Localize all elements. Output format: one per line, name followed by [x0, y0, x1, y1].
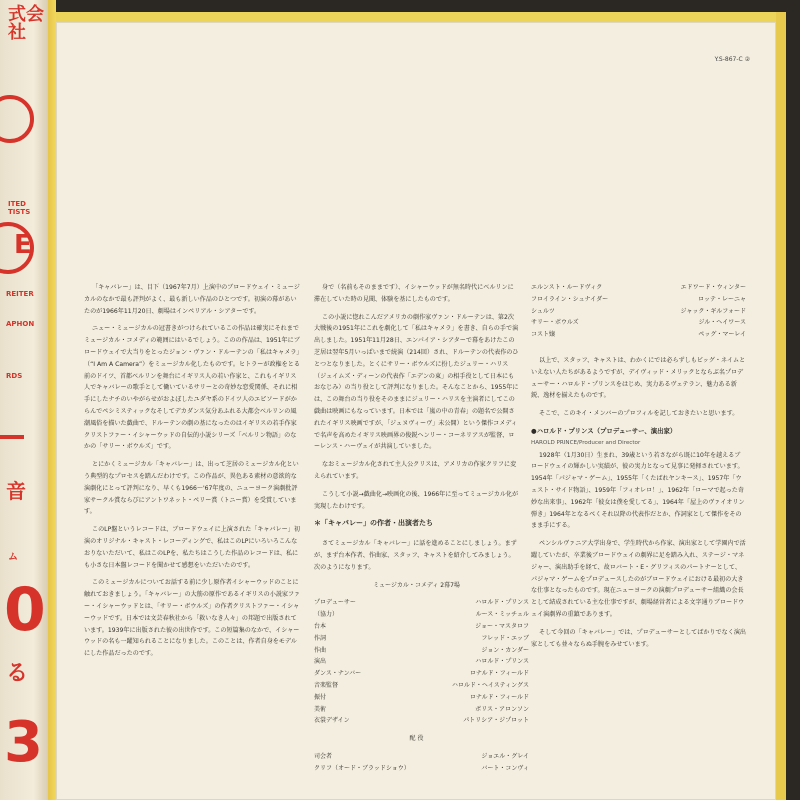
notes-column-1 [84, 282, 302, 666]
credit-row [314, 680, 529, 692]
credit-row [314, 609, 529, 621]
column1-paragraph: このミュージカルについてお話する前に少し原作者イシャーウッドのことに触れておきましょう。「キャバレー」の大筋の原作であるイギリスの小説家ファー・イシャーウッドとは、「サリー・ボウルズ」の作者クリストファー・イシャーウッドです。日本では文芸春秋社から「救いなき人々」の邦題で出版されています。1939年に出版された彼の出世作です。この短篇集のなかで、イシャーウッドの名も一躍知られることになりました。このことは、作者自身をモデルにした作品だったのです。 [84, 579, 301, 658]
album-sleeve-spine [0, 0, 48, 800]
cast-row [531, 306, 746, 318]
sleeve-yellow-edge [48, 0, 56, 800]
spine-badge-line-1: ITED [8, 200, 26, 208]
spine-mark-1: 音 [6, 479, 26, 503]
bio-paragraph: 1928年（1月30日）生まれ、39歳という若さながら既に10年を越えるブロードウェイの輝かしい実績が、彼の実力となって見事に発揮されています。1954年「パジャマ・ゲーム」、1955年「くたばれヤンキース」、1957年「ウェスト・サイド物語」、1959年「フィオレロ！」、1962年「ローマで起った奇妙な出来事」、1962年「彼女は僕を愛してる」、1964年「屋上のヴァイオリン弾き」1964年となるべくそれ以降の代表作だとか、作詞家として傑作をそのまま手にする。 [531, 451, 745, 530]
cast-name: エドワード・ウィンター [680, 284, 746, 291]
credit-name: ジョー・マスタロフ [475, 622, 529, 630]
cast-name: ジョエル・グレイ [481, 752, 529, 760]
credit-role: ダンス・ナンバー [314, 670, 362, 678]
cast-row [531, 282, 746, 294]
column1-paragraph: このLP盤というレコードは、ブロードウェイに上演された「キャバレー」初演のオリジナル・キャスト・レコーディングで、私はこのLPにいろいろこんなおりないただいて、私はこのLPを、私たちはこうした作品のレコードは、私にも小さな日本盤レコードを聞かせて感想をいただいたのです。 [84, 526, 300, 569]
cast-role: コスト嬢 [531, 331, 556, 339]
section-heading: ＊「キャバレー」の作者・出演者たち [314, 519, 433, 528]
credit-row [314, 597, 529, 609]
spine-mark-4: る [6, 661, 29, 686]
spine-letter-e: E [14, 230, 32, 260]
credit-role: 作曲 [314, 646, 327, 654]
column3-paragraph: 以上で、スタッフ、キャストは、わかくにでは必らずしもビッグ・ネイムといえない人たちがあるようですが、デイヴィッド・メリックとならぶ名プロデューサー・ハロルド・プリンスをはじめ、実力あるヴェテラン、魅力ある新鋭、逸材を揃えたものです。 [531, 356, 746, 400]
credit-name: ハロルド・プリンス [475, 658, 529, 666]
cast-name: バート・コンヴィ [481, 764, 529, 772]
credit-role: 台本 [314, 622, 327, 630]
column2-paragraph: この小説に惚れこんだアメリカの劇作家ヴァン・ドルーテンは、第2次大戦後の1951年にこれを劇化して「私はキャメラ」を書き、自らの手で演出しました。1951年11月28日、エンパイア・シアターで幕をあけたこの芝居は翌年5月いっぱいまで続演（214回）され、ドルーテンの代表作のひとつとなりました。とくにサリー・ボウルズに扮したジュリー・ハリス（ジェイムズ・ディーンの代表作「エデンの東」の相手役として日本にもおなじみ）の当り役として評判になりました。そんなことから、1955年には、この舞台の当り役をそのままにジュリー・ハリスを主演者にしてこの戯曲は映画にもなっています。日本では「嵐の中の青春」の題名で公開されたイギリス映画ですが、「ジュヌヴィーヴ」未公開）という傑作コメディで名声を高めたイギリス映画界の俊鋭ヘンリー・コーネリアスが監督、ローレンス・ハーヴェイが共演していました。 [314, 313, 519, 451]
right-yellow-edge [776, 12, 786, 800]
credit-name: ハロルド・ヘイスティングス [451, 681, 529, 689]
liner-notes-page [56, 22, 776, 800]
cast-title: 配 役 [409, 735, 424, 743]
credit-name: ジョン・カンダー [481, 646, 529, 654]
spacer [531, 341, 746, 355]
spine-red-bar [0, 435, 24, 439]
column2-paragraph: なおミュージカル化されて主人公クリスは、アメリカの作家クリフに変えられています。 [314, 461, 517, 480]
spine-mark-2: ム [8, 552, 18, 563]
column2-paragraph: 身で（名前もそのままです）、イシャーウッドが無名時代にベルリンに滞在していた時の見聞、体験を基にしたものです。 [314, 284, 514, 303]
cast-row [531, 317, 746, 329]
credit-row [314, 621, 529, 633]
cast-name: ペッグ・マーレイ [698, 331, 746, 339]
spine-records-text: RDS [6, 372, 23, 380]
cast-role: サリー・ボウルズ [531, 319, 579, 327]
bio-heading: ●ハロルド・プリンス（プロデューサー、演出家） [531, 426, 677, 435]
column3-paragraph: そこで、このキイ・メンバーのプロフィルを記しておきたいと思います。 [539, 410, 739, 418]
credit-name: ルース・ミッチェル [475, 611, 529, 619]
credit-name: フレッド・エッブ [481, 634, 529, 642]
credit-row [314, 633, 529, 645]
cast-role: 司会者 [314, 752, 333, 760]
credits-title: ミュージカル・コメディ 2幕7場 [373, 581, 460, 589]
bio-paragraph: ペンシルヴァニア大学出身で、学生時代から作家、演出家として学園内で活躍していたが、卒業後ブロードウェイの劇界に足を踏み入れ、ステージ・マネジャー、演出助手を経て、故ロバート・E・グリフィスのパートナーとして、パジャマ・ゲームをプロデュースしたのがブロードウェイにおける最初の大きな仕事となったものです。現在ニューヨークの演劇プロデューサー組織の会長として結成されている主な仕事ですが、劇場経営者による文字通りブロードウェイ演劇界の重鎮であります。 [531, 540, 746, 618]
cast-row [314, 751, 529, 763]
spine-company-text: 式会社 [8, 4, 44, 43]
cast-role: エルンスト・ルードヴィク [531, 284, 603, 291]
credit-role: 音楽監督 [314, 681, 339, 689]
cast-name: ロッテ・レーニャ [698, 295, 746, 303]
cast-role: クリフ（オード・ブラッドショウ） [314, 764, 410, 772]
column2-paragraph: こうして小説→戯曲化→映画化の後、1966年に至ってミュージカル化が実現したわけです。 [314, 490, 519, 510]
credit-name: パトリシア・ジプロット [463, 717, 529, 725]
credit-row [314, 668, 529, 680]
credit-name: ハロルド・プリンス [475, 599, 529, 607]
credit-role: 演出 [314, 658, 327, 666]
spine-logo-ring [0, 95, 34, 143]
spine-badge-line-2: TISTS [8, 208, 31, 216]
credit-role: （協力） [314, 611, 339, 619]
column1-paragraph: ニュー・ミュージカルの冠書きがつけられているこの作品は確実にそれまでミュージカル・コメディの範囲にはいるでしょう。このの作品は、1951年にブロードウェイで大当りをとったジョン・ヴァン・ドルーテンの「私はキャメラ」（“I Am A Camera”）をミュージカル化したものです。ヒトラーが政権をとる前のドイツ、首都ベルリンを舞台にイギリス人の若い作家と、これもイギリス人でキャバレーの歌手として働いているサリーとの奇妙な恋愛関係、それに相手にしたナチのいやがらせがおよぼしたユダヤ系のドイツ人のエピソードがからんでペシミスティックなそしてデカダンス気分あふれる大都会ベルリンの風潮風俗を描いた戯曲で、ドルーテンの劇の基になったのはイギリスの若手作家クリストファー・イシャーウッドの自伝的小説シリーズ「ベルリン物語」のなかの「サリー・ボウルズ」です。 [84, 325, 300, 451]
credit-row [314, 645, 529, 657]
top-yellow-edge [56, 12, 776, 22]
column1-paragraph: とにかくミュージカル「キャバレー」は、出って芝居のミュージカル化という典型的なプロセスを踏んだわけです。この作品が、異色ある素材の意欲的な演劇化にとって評判になり、早くも1966〜'67年度の、ニューヨーク演劇批評家サークル賞ならびにアントワネット・ペリー賞（トニー賞）を受賞しています。 [84, 461, 299, 516]
bio-subheading: HAROLD PRINCE/Producer and Director [531, 439, 641, 446]
cast-row [314, 763, 529, 775]
credit-role: 作詞 [314, 634, 327, 642]
notes-column-3 [531, 282, 746, 656]
credit-role: 美術 [314, 705, 327, 713]
notes-column-2 [314, 282, 529, 774]
cast-row [531, 329, 746, 341]
credit-row [314, 704, 529, 716]
spine-small-text-1: REITER [6, 290, 34, 298]
credit-role: プロデューサー [314, 599, 356, 607]
credit-name: ボリス・アロンソン [475, 705, 529, 713]
credit-row [314, 656, 529, 668]
spine-small-text-2: APHON [6, 320, 35, 328]
credit-name: ロナルド・フィールド [469, 670, 529, 678]
bio-paragraph: そして今回の「キャバレー」では、プロデューサーとしてばかりでなく演出家としても並々ならぬ手腕をみせています。 [531, 628, 747, 648]
spine-mark-5: 3 [4, 710, 43, 775]
cast-role: シュルツ [531, 307, 555, 315]
catalog-number: Y.S-867-C ② [714, 56, 750, 63]
spine-mark-3: 0 [4, 575, 46, 645]
cast-name: ジャック・ギルフォード [680, 307, 746, 315]
credit-row [314, 692, 529, 704]
credit-name: ロナルド・フィールド [469, 693, 529, 701]
cast-role: フロイライン・シュナイダー [531, 295, 609, 303]
credit-role: 振付 [314, 693, 327, 701]
cast-row [531, 294, 746, 306]
column2-heading-paragraph: さてミュージカル「キャバレー」に話を進めることにしましょう。まずが、まず台本作者、作曲家、スタッフ、キャストを紹介してみましょう。次のようになります。 [314, 540, 517, 571]
credit-role: 衣裳デザイン [314, 717, 350, 725]
credit-row [314, 715, 529, 727]
cast-name: ジル・ヘイワース [698, 319, 746, 327]
column1-paragraph: 「キャバレー」は、目下（1967年7月）上演中のブロードウェイ・ミュージカルのなかで最も評判がよく、最も新しい作品のひとつです。初演の幕があいたのが1966年11月20日、劇場はインペリアル・シアターです。 [84, 284, 300, 315]
